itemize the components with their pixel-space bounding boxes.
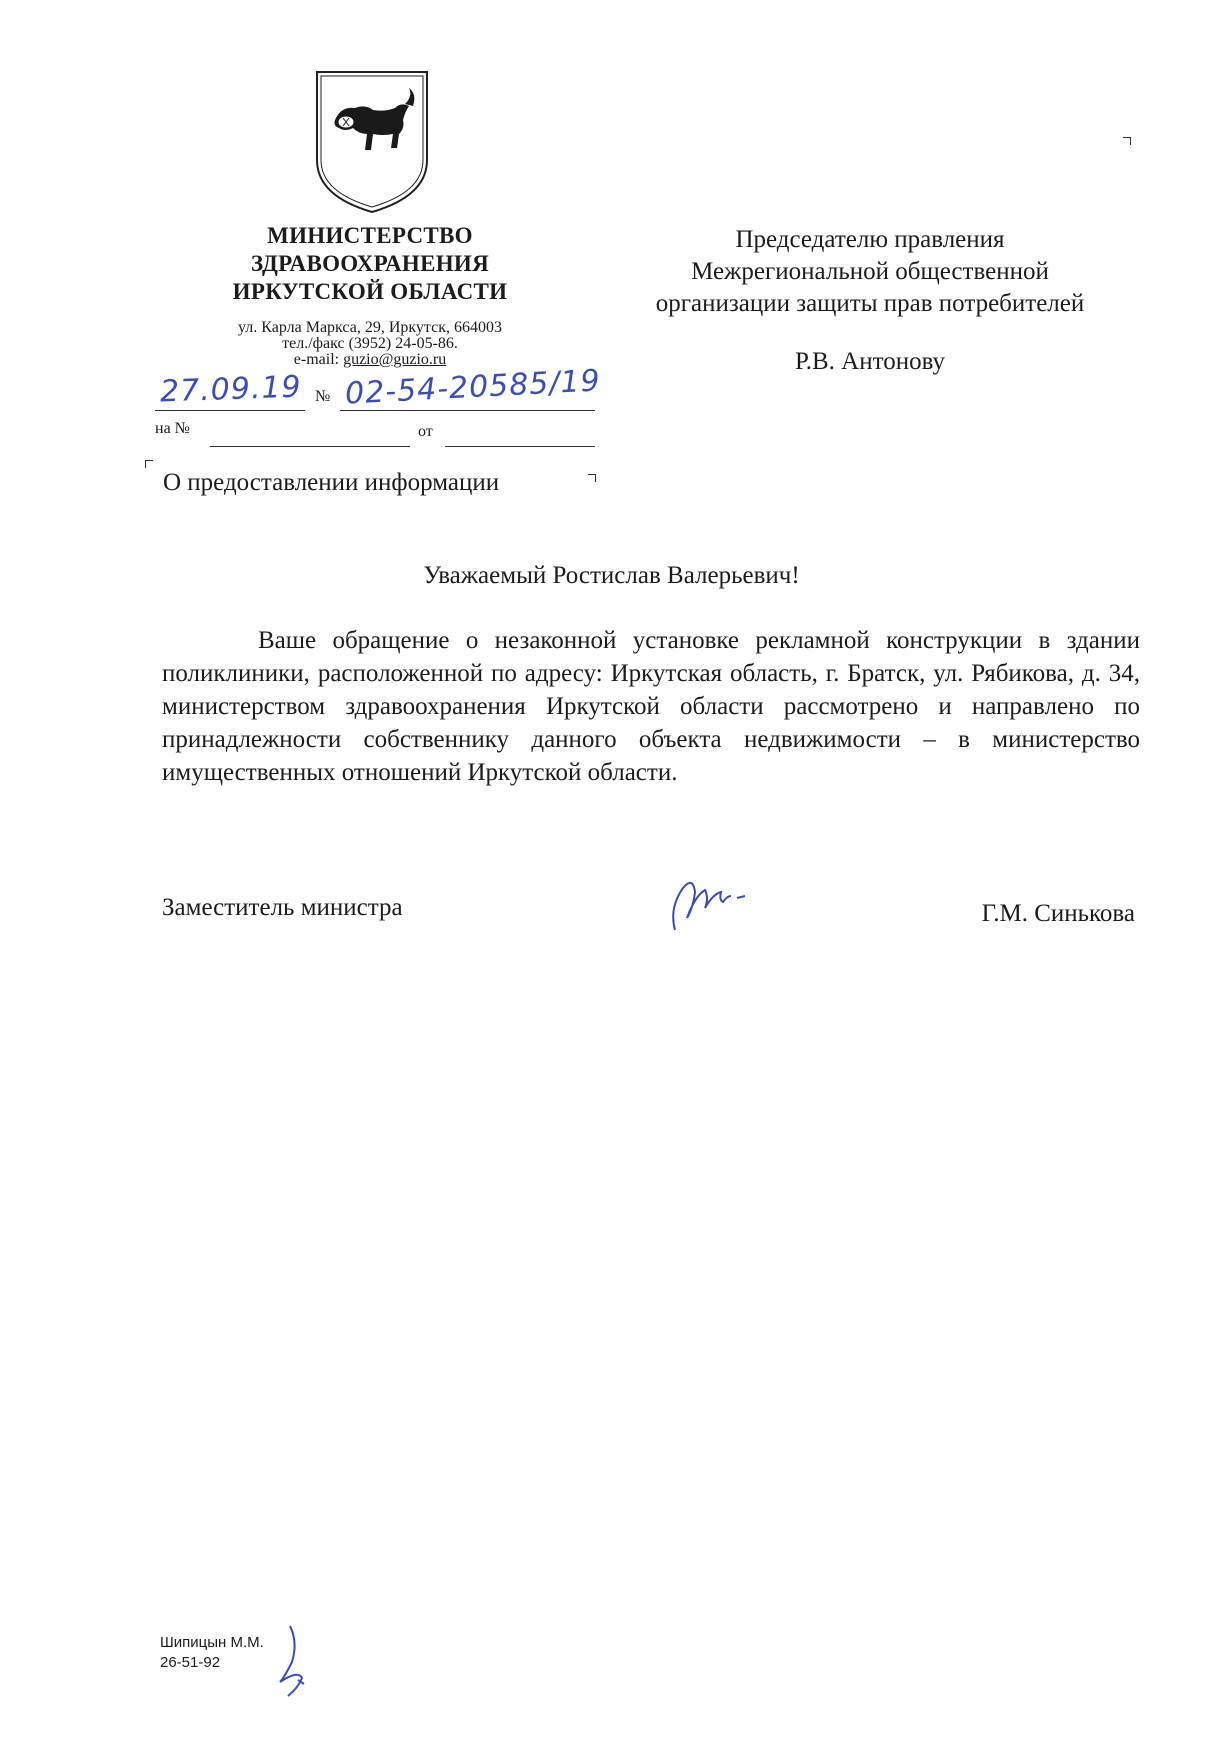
addressee-corner-mark <box>1123 137 1131 145</box>
irkutsk-coat-of-arms-icon <box>313 68 431 216</box>
date-underline <box>155 410 305 411</box>
from-underline <box>445 446 595 447</box>
org-name-block <box>170 222 570 306</box>
salutation: Уважаемый Ростислав Валерьевич! <box>423 562 800 589</box>
number-sign: № <box>315 388 331 405</box>
subject-corner-right <box>588 474 596 482</box>
signatory-position: Заместитель министра <box>162 894 403 921</box>
addressee-block <box>610 224 1130 378</box>
subject-line: О предоставлении информации <box>163 469 500 496</box>
org-phone: тел./факс (3952) 24-05-86. <box>282 335 458 352</box>
org-name-line-1: МИНИСТЕРСТВО <box>267 223 473 248</box>
handwritten-signature-icon <box>665 868 765 940</box>
subject-corner-left <box>145 460 153 468</box>
number-underline <box>340 410 595 411</box>
handwritten-initials-icon <box>268 1622 318 1702</box>
org-email-row <box>160 353 580 367</box>
executor-name: Шипицын М.М. <box>160 1634 264 1651</box>
org-name-line-3: ИРКУТСКОЙ ОБЛАСТИ <box>232 279 508 304</box>
executor-phone: 26-51-92 <box>160 1654 221 1671</box>
email-label: e-mail: <box>293 351 340 368</box>
addressee-line-2: Межрегиональной общественной <box>691 258 1049 285</box>
reply-to-underline <box>210 446 410 447</box>
signatory-name: Г.М. Синькова <box>981 900 1135 927</box>
email-link[interactable]: guzio@guzio.ru <box>343 351 447 368</box>
from-label: от <box>418 423 433 440</box>
addressee-line-3: организации защиты прав потребителей <box>655 290 1085 317</box>
org-name-line-2: ЗДРАВООХРАНЕНИЯ <box>250 251 490 276</box>
registration-date: 27.09.19 <box>159 369 303 410</box>
registration-number: 02-54-20585/19 <box>344 363 602 412</box>
reply-to-label: на № <box>155 420 190 437</box>
letter-body: Ваше обращение о незаконной установке рекламной конструкции в здании поликлиники, расположенной по адресу: Иркутская область, г. Братск, ул. Рябикова, д. 34, министерством здравоохранения Иркутской области рассмотрено и направлено по принадлежности собственнику данного объекта недвижимости – в министерство имущественных отношений Иркутской области. <box>162 627 1140 786</box>
addressee-name: Р.В. Антонову <box>794 348 946 375</box>
org-address: ул. Карла Маркса, 29, Иркутск, 664003 <box>238 319 502 336</box>
addressee-line-1: Председателю правления <box>735 226 1005 253</box>
